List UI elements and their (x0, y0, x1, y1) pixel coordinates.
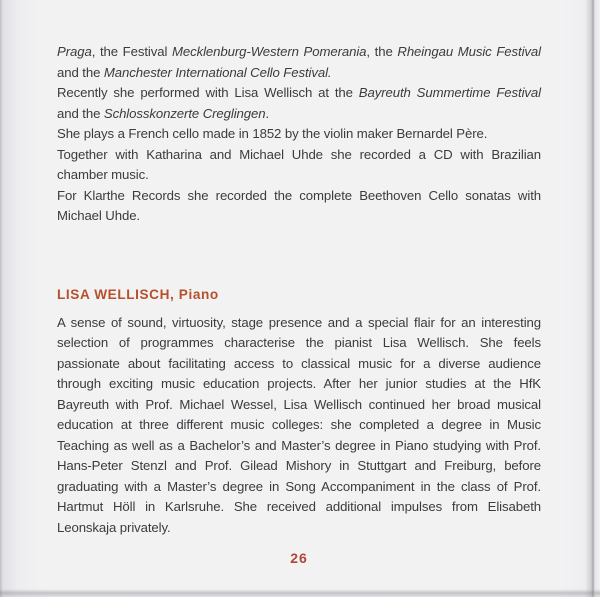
text-segment: , the (366, 44, 398, 59)
italic-text-segment: Praga (57, 44, 92, 59)
page-number: 26 (290, 550, 308, 566)
text-segment: and the (57, 64, 104, 80)
italic-text-segment: Mecklenburg-Western Pomerania (172, 44, 367, 59)
bio-paragraph (57, 313, 541, 539)
text-segment: , the Festival (91, 44, 172, 59)
text-segment: Together with Katharina and Michael Uhde she recorded a CD with Brazilian chamber music. (57, 146, 541, 182)
italic-text-segment: Rheingau Music Festival (397, 44, 541, 59)
text-segment: Recently she performed with Lisa Wellisch at the (57, 85, 359, 100)
bio-paragraph (57, 186, 541, 227)
bio-paragraph (57, 124, 541, 145)
text-segment: A sense of sound, virtuosity, stage presence and a special flair for an interesting selection of programmes characterise the pianist Lisa Wellisch. She feels passionate about facilitating access to classical music for a diverse audience through exciting music education projects. After her junior studies at the HfK Bayreuth with Prof. Michael Wessel, Lisa Wellisch continued her broad musical education at three different music colleges: she completed a degree in Music Teaching as well as a Bachelor’s and Master’s degree in Piano studying with Prof. Hans-Peter Stenzl and Prof. Gilead Mishory in Stuttgart and Freiburg, before graduating with a Master’s degree in Song Accompaniment in the class of Prof. Hartmut Höll in Karlsruhe. She received additional impulses from Elisabeth Leonskaja privately. (57, 314, 541, 535)
pianist-section-heading: LISA WELLISCH, Piano (57, 287, 219, 302)
italic-text-segment: Schlosskonzerte Creglingen (103, 105, 266, 121)
bio-paragraph (57, 83, 541, 124)
text-segment: She plays a French cello made in 1852 by the violin maker Bernardel Père. (57, 126, 488, 141)
text-segment: and the (57, 105, 104, 121)
text-segment: . (265, 105, 270, 121)
bio-paragraph (57, 145, 541, 186)
italic-text-segment: Bayreuth Summertime Festival (358, 85, 541, 100)
pianist-bio-section (57, 285, 541, 538)
bio-paragraph (57, 42, 541, 83)
text-segment: For Klarthe Records she recorded the complete Beethoven Cello sonatas with Michael Uhde. (57, 187, 541, 223)
pianist-bio-paragraphs (57, 313, 541, 539)
cellist-bio-section (57, 42, 541, 227)
italic-text-segment: Manchester International Cello Festival. (103, 64, 332, 80)
